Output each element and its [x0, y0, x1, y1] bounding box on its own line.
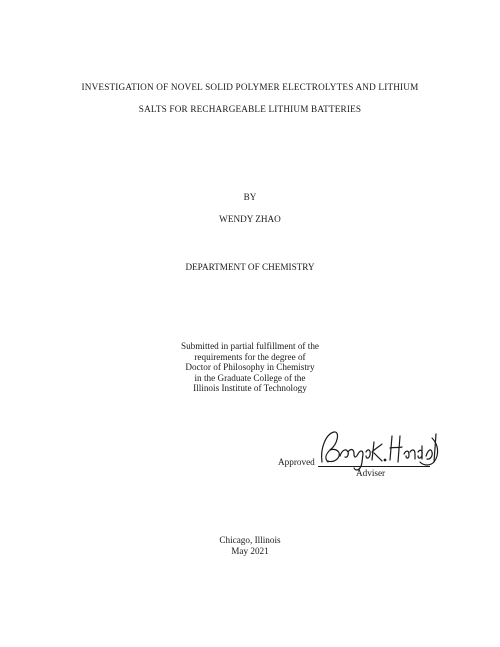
submission-line: Submitted in partial fulfillment of the	[180, 341, 320, 351]
approval-block	[270, 430, 470, 490]
signature-line	[318, 466, 430, 467]
author-name: WENDY ZHAO	[219, 214, 281, 224]
submission-line: requirements for the degree of	[194, 351, 306, 362]
department-name: DEPARTMENT OF CHEMISTRY	[185, 262, 315, 272]
date-text: May 2021	[231, 545, 269, 556]
submission-line: Doctor of Philosophy in Chemistry	[185, 362, 315, 373]
submission-line: in the Graduate College of the	[194, 372, 306, 383]
submission-statement	[0, 341, 500, 394]
location-text: Chicago, Illinois	[219, 535, 281, 545]
location-date-block	[0, 535, 500, 556]
title-line-1: INVESTIGATION OF NOVEL SOLID POLYMER ELECTROLYTES AND LITHIUM	[81, 82, 419, 92]
submission-line: Illinois Institute of Technology	[193, 383, 307, 394]
by-label: BY	[243, 192, 257, 202]
adviser-label: Adviser	[356, 468, 386, 478]
title-line-2: SALTS FOR RECHARGEABLE LITHIUM BATTERIES	[138, 104, 362, 114]
approved-label: Approved	[278, 457, 315, 467]
